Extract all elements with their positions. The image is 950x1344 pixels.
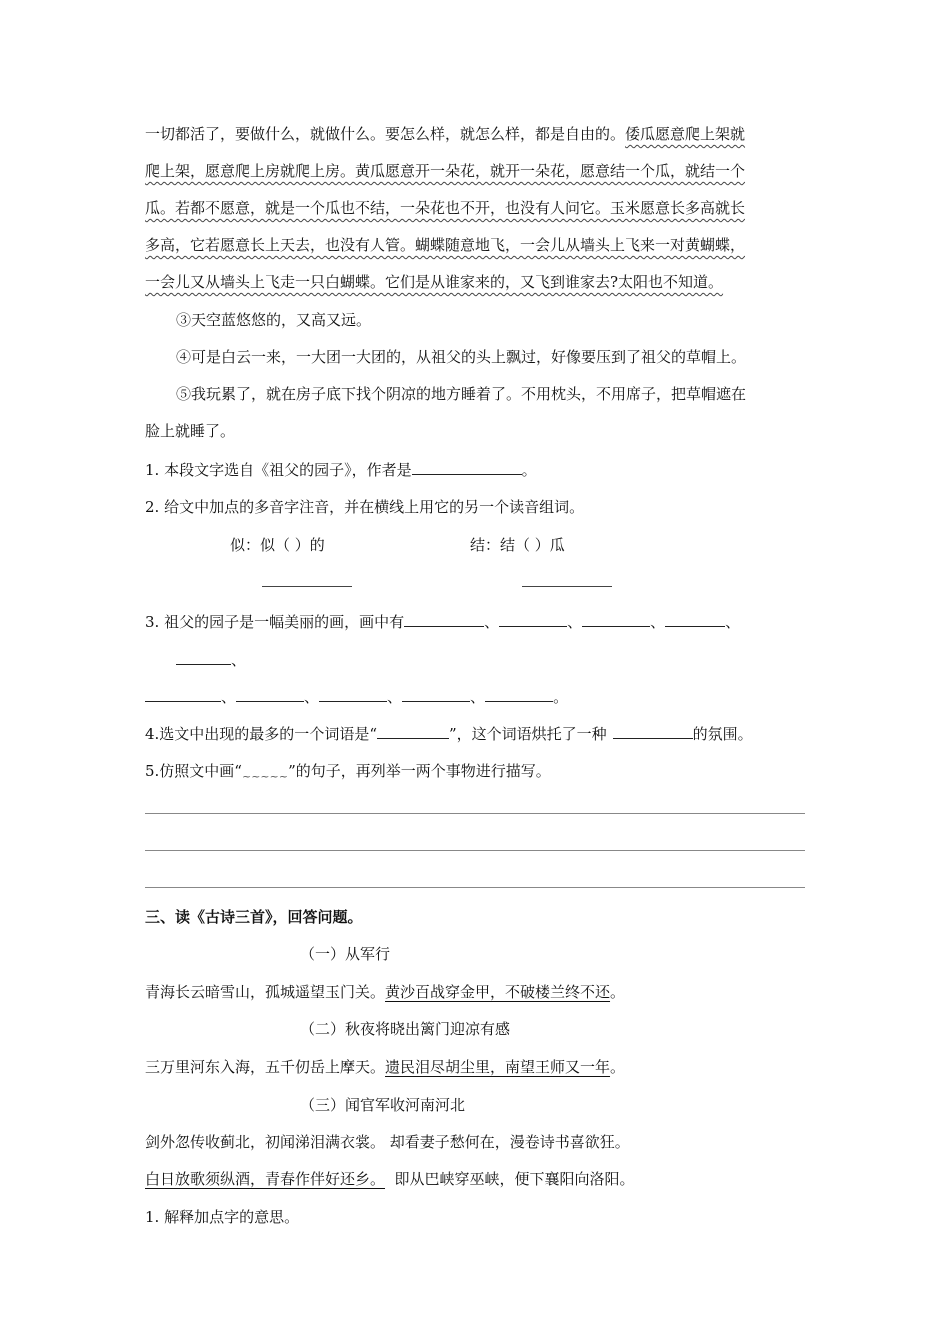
poem-end: 。: [610, 1058, 626, 1076]
answer-line-3[interactable]: [145, 887, 805, 888]
question-4: [145, 722, 753, 744]
separator: 、: [484, 613, 500, 631]
answer-line-2[interactable]: [145, 850, 805, 851]
answer-blank[interactable]: [145, 685, 221, 702]
question-3-line-2: [176, 648, 246, 670]
passage-paragraph-4: ④可是白云一来，一大团一大团的，从祖父的头上飘过，好像要压到了祖父的草帽上。: [176, 348, 747, 366]
underlined-text: 黄沙百战穿金甲，不破楼兰终不还: [385, 983, 611, 1001]
separator: 、: [725, 613, 741, 631]
passage-paragraph-3: ③天空蓝悠悠的，又高又远。: [176, 311, 372, 329]
poem-end: 。: [610, 983, 626, 1001]
answer-blank[interactable]: [404, 610, 484, 627]
passage-paragraph-5-cont: 脸上就睡了。: [145, 422, 236, 440]
poem-1-title: （一）从军行: [300, 945, 391, 963]
question-2-right-item: 结：结（ ）瓜: [470, 536, 565, 554]
question-5: [145, 760, 551, 782]
separator: 、: [567, 613, 583, 631]
question-text: 4.选文中出现的最多的一个词语是“: [145, 725, 377, 743]
answer-blank[interactable]: [319, 685, 387, 702]
passage-text: 一切都活了，要做什么，就做什么。要怎么样，就怎么样，都是自由的。: [145, 125, 626, 143]
answer-blank[interactable]: [236, 685, 304, 702]
question-1: [145, 458, 537, 480]
separator: 、: [221, 688, 237, 706]
answer-blank[interactable]: [582, 610, 650, 627]
poem-2-title: （二）秋夜将晓出篱门迎凉有感: [300, 1020, 511, 1038]
separator: 、: [470, 688, 486, 706]
answer-blank[interactable]: [377, 722, 449, 739]
question-2: 2. 给文中加点的多音字注音，并在横线上用它的另一个读音组词。: [145, 498, 585, 516]
poem-2-text: [145, 1056, 625, 1078]
separator: 、: [387, 688, 403, 706]
separator: 、: [231, 651, 247, 669]
answer-blank[interactable]: [499, 610, 567, 627]
wavy-underlined-text: 倭瓜愿意爬上架就: [625, 125, 746, 143]
answer-blank[interactable]: [412, 458, 522, 475]
question-3: [145, 610, 740, 632]
poem-text: 即从巴峡穿巫峡，便下襄阳向洛阳。: [385, 1170, 635, 1188]
passage-line-4: 多高，它若愿意长上天去，也没有人管。蝴蝶随意地飞，一会儿从墙头上飞来一对黄蝴蝶，: [145, 236, 746, 254]
passage-line-2: 爬上架，愿意爬上房就爬上房。黄瓜愿意开一朵花，就开一朵花，愿意结一个瓜，就结一个: [145, 162, 746, 180]
passage-line-1: [145, 123, 745, 145]
poem-3-line-2: [145, 1168, 635, 1190]
question-text: ”，这个词语烘托了一种: [448, 725, 607, 743]
passage-line-5: 一会儿又从墙头上飞走一只白蝴蝶。它们是从谁家来的，又飞到谁家去?太阳也不知道。: [145, 273, 724, 291]
separator: 、: [304, 688, 320, 706]
separator: 、: [650, 613, 666, 631]
answer-line-left[interactable]: [262, 586, 352, 587]
poem-text: 青海长云暗雪山，孤城遥望玉门关。: [145, 983, 386, 1001]
question-end: 。: [521, 461, 537, 479]
section-3-question-1: 1. 解释加点字的意思。: [145, 1208, 300, 1226]
question-text: 3. 祖父的园子是一幅美丽的画，画中有: [145, 613, 405, 631]
answer-blank[interactable]: [176, 648, 231, 665]
wavy-line-mark: ~~~~~: [241, 770, 289, 783]
answer-blank[interactable]: [485, 685, 553, 702]
question-text: 1. 本段文字选自《祖父的园子》，作者是: [145, 461, 412, 479]
answer-line-1[interactable]: [145, 813, 805, 814]
poem-1-text: [145, 981, 625, 1003]
poem-text: 三万里河东入海，五千仞岳上摩天。: [145, 1058, 386, 1076]
section-3-title: 三、读《古诗三首》，回答问题。: [145, 908, 363, 926]
underlined-text: 遗民泪尽胡尘里，南望王师又一年: [385, 1058, 611, 1076]
underlined-text: 白日放歌须纵酒，青春作伴好还乡。: [145, 1170, 386, 1188]
answer-blank[interactable]: [613, 722, 693, 739]
question-text: 5.仿照文中画“: [145, 762, 242, 780]
poem-3-title: （三）闻官军收河南河北: [300, 1096, 466, 1114]
question-2-left-item: 似：似（ ）的: [230, 536, 325, 554]
question-text: ”的句子，再列举一两个事物进行描写。: [288, 762, 551, 780]
passage-line-3: 瓜。若都不愿意，就是一个瓜也不结，一朵花也不开，也没有人问它。玉米愿意长多高就长: [145, 199, 746, 217]
answer-blank[interactable]: [402, 685, 470, 702]
poem-3-line-1: 剑外忽传收蓟北，初闻涕泪满衣裳。 却看妻子愁何在，漫卷诗书喜欲狂。: [145, 1133, 630, 1151]
passage-paragraph-5: ⑤我玩累了，就在房子底下找个阴凉的地方睡着了。不用枕头，不用席子，把草帽遮在: [176, 385, 747, 403]
answer-blank[interactable]: [665, 610, 725, 627]
question-3-line-3: [145, 685, 568, 707]
question-text: 的氛围。: [692, 725, 753, 743]
period: 。: [553, 688, 569, 706]
answer-line-right[interactable]: [522, 586, 612, 587]
